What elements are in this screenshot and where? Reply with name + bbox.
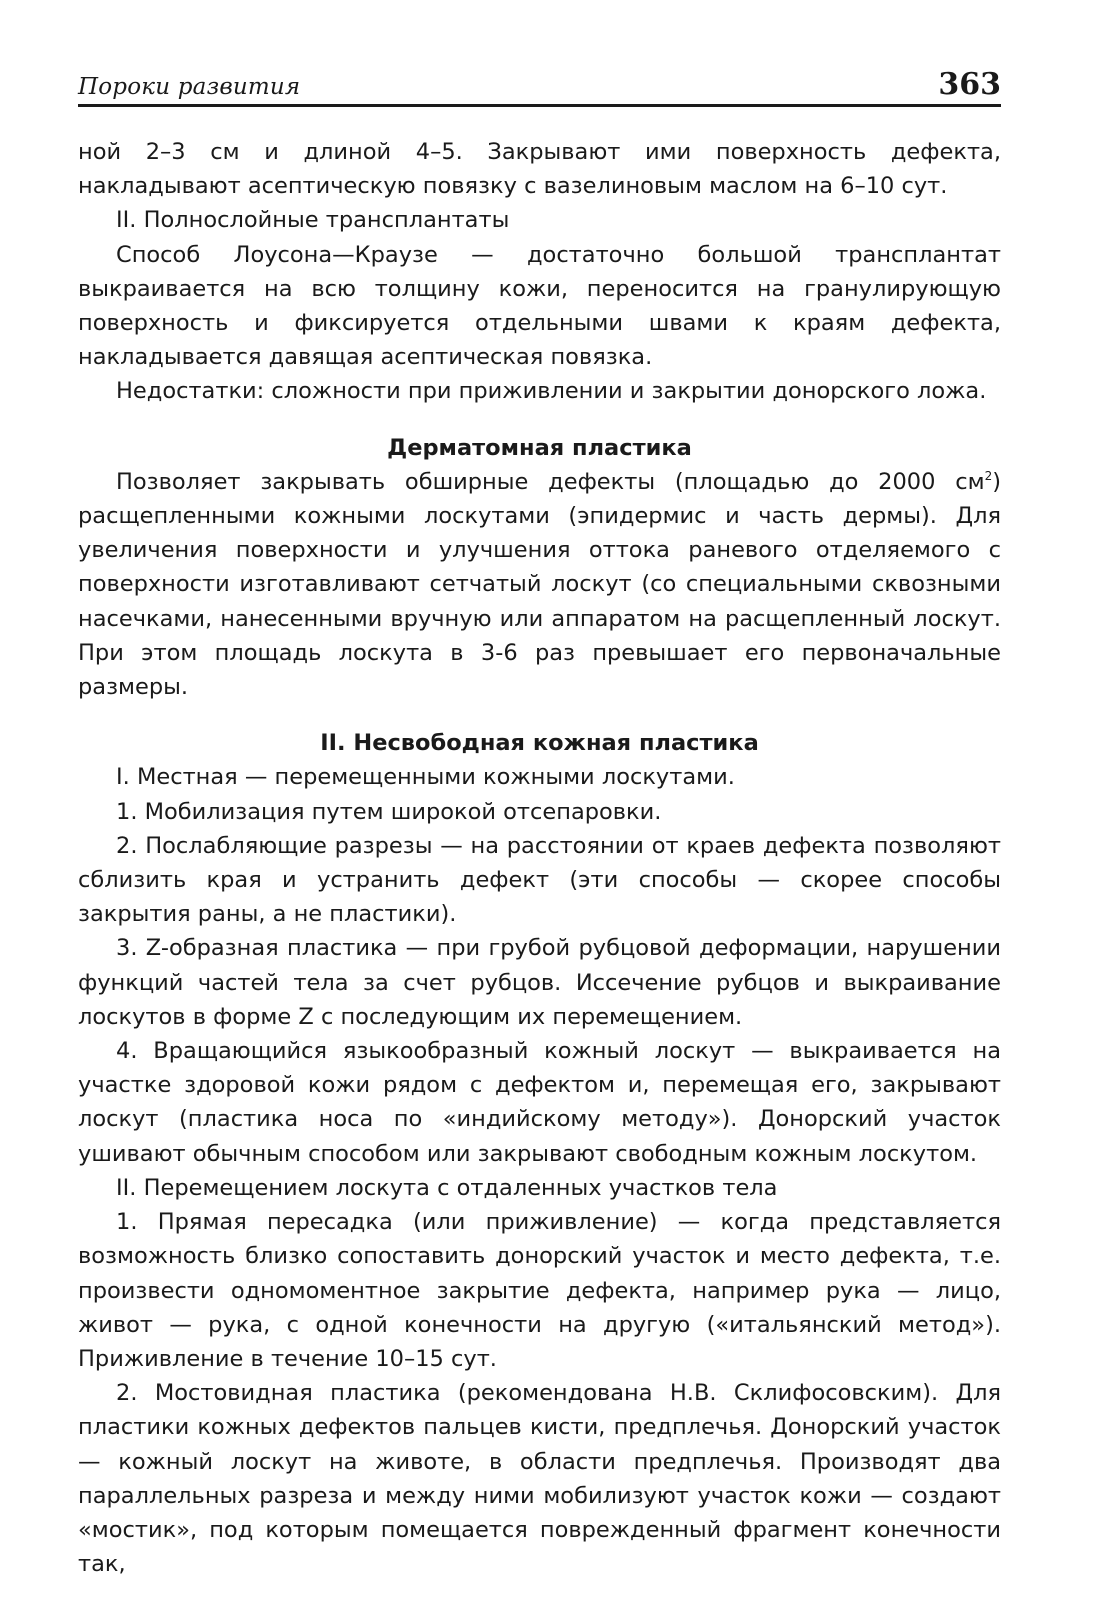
section-heading: Дерматомная пластика bbox=[387, 434, 692, 461]
running-title: Пороки развития bbox=[78, 74, 301, 100]
paragraph: 2. Мостовидная пластика (рекомендована Н.В. Склифосовским). Для пластики кожных дефектов пальцев кисти, предплечья. Донорский участок — кожный лоскут на животе, в области предплечья. Производят два параллельных разреза и между ними мобилизуют участок кожи — создают «мостик», под которым помещается поврежденный фрагмент конечности так, bbox=[78, 1380, 1001, 1578]
paragraph: I. Местная — перемещенными кожными лоскутами. bbox=[116, 764, 735, 791]
paragraph: 4. Вращающийся языкообразный кожный лоскут — выкраивается на участке здоровой кожи рядом с дефектом и, перемещая его, закрывают лоскут (пластика носа по «индийскому методу»). Донорский участок ушивают обычным способом или закрывают свободным кожным лоскутом. bbox=[78, 1038, 1001, 1167]
paragraph: 1. Мобилизация путем широкой отсепаровки. bbox=[116, 798, 662, 825]
paragraph: Недостатки: сложности при приживлении и закрытии донорского ложа. bbox=[116, 378, 987, 405]
superscript: 2 bbox=[984, 468, 993, 483]
page-number: 363 bbox=[938, 67, 1001, 102]
book-page bbox=[78, 50, 1001, 1581]
paragraph: 3. Z-образная пластика — при грубой рубцовой деформации, нарушении функций частей тела за счет рубцов. Иссечение рубцов и выкраивание лоскутов в форме Z с последующим их перемещением. bbox=[78, 935, 1001, 1030]
paragraph-text: Позволяет закрывать обширные дефекты (площадью до 2000 см bbox=[116, 468, 985, 495]
paragraph: II. Перемещением лоскута с отдаленных участков тела bbox=[116, 1174, 778, 1201]
section-heading: II. Несвободная кожная пластика bbox=[320, 730, 759, 757]
page-body bbox=[78, 135, 1001, 1581]
paragraph bbox=[78, 465, 1001, 704]
running-header bbox=[78, 50, 1001, 107]
paragraph: Способ Лоусона—Краузе — достаточно большой трансплантат выкраивается на всю толщину кожи, переносится на гранулирующую поверхность и фиксируется отдельными швами к краям дефекта, накладывается давящая асептическая повязка. bbox=[78, 241, 1001, 371]
paragraph: ной 2–3 см и длиной 4–5. Закрывают ими поверхность дефекта, накладывают асептическую повязку с вазелиновым маслом на 6–10 сут. bbox=[78, 139, 1001, 200]
paragraph-text: ) расщепленными кожными лоскутами (эпидермис и часть дермы). Для увеличения поверхности и улучшения оттока раневого отделяемого с поверхности изготавливают сетчатый лоскут (со специальными сквозными насечками, нанесенными вручную или аппаратом на расщепленный лоскут. При этом площадь лоскута в 3-6 раз превышает его первоначальные размеры. bbox=[78, 468, 1001, 701]
paragraph: II. Полнослойные трансплантаты bbox=[116, 207, 510, 234]
paragraph: 1. Прямая пересадка (или приживление) — когда представляется возможность близко сопоставить донорский участок и место дефекта, т.е. произвести одномоментное закрытие дефекта, например рука — лицо, живот — рука, с одной конечности на другую («итальянский метод»). Приживление в течение 10–15 сут. bbox=[78, 1209, 1001, 1372]
paragraph: 2. Послабляющие разрезы — на расстоянии от краев дефекта позволяют сблизить края и устранить дефект (эти способы — скорее способы закрытия раны, а не пластики). bbox=[78, 832, 1001, 928]
